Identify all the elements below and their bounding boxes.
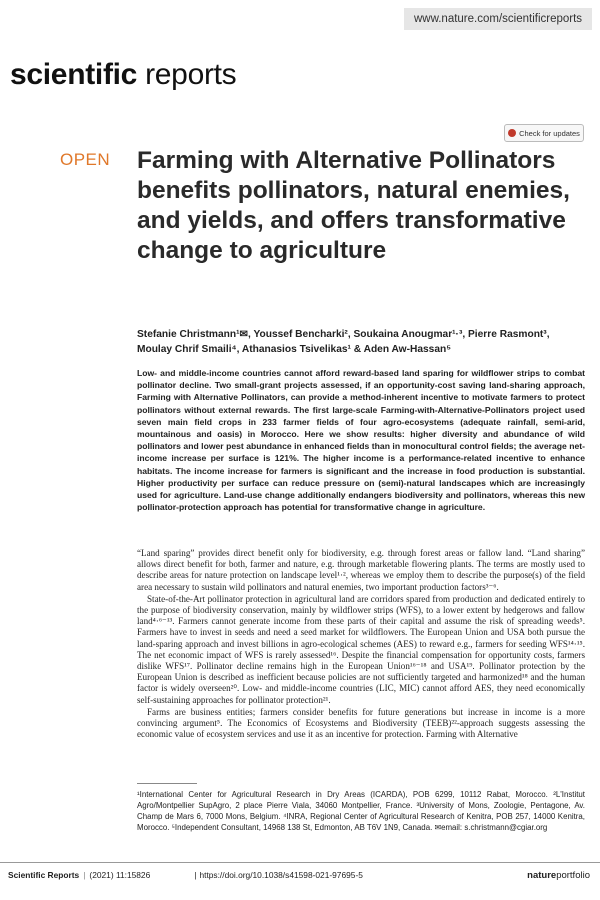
- affiliations: ¹International Center for Agricultural Research in Dry Areas (ICARDA), POB 6299, 10112 Rabat, Morocco. ²L'Institut Agro/Montpellier SupAgro, 2 place Pierre Viala, 34060 Montpellier, France. ³University of Mons, Zoologie, Pentagone, Av. Champ de Mars 6, 7000 Mons, Belgium. ⁴INRA, Regional Center of Agricultural Research of Kenitra, POB 257, 14000 Kenitra, Morocco. ⁵Independent Consultant, 14968 138 St, Edmonton, AB T6V 1N9, Canada. ✉email: s.christmann@cgiar.org: [137, 790, 585, 832]
- footer-doi-link[interactable]: https://doi.org/10.1038/s41598-021-97695-5: [199, 870, 363, 880]
- body-paragraph: “Land sparing” provides direct benefit only for biodiversity, e.g. through forest areas or fallow land. “Land sharing” allows direct benefit for both, farmer and nature, e.g. through marketable flowering plants. The terms are mostly used to describe areas for nature protection on landscape level¹·², whereas we employ them to describe the purpose(s) of the field area necessary to sustain wild pollinators and natural enemies, two important production factors³⁻⁶.: [137, 548, 585, 592]
- check-for-updates-label: Check for updates: [519, 128, 580, 138]
- open-access-label: OPEN: [60, 150, 111, 169]
- affiliation-divider: [137, 783, 197, 784]
- body-text: [137, 548, 585, 741]
- footer-separator: |: [83, 870, 86, 880]
- footer-volume: (2021) 11:15826: [89, 870, 151, 880]
- check-for-updates-button[interactable]: [504, 124, 584, 142]
- footer-divider: [0, 862, 600, 863]
- journal-url[interactable]: www.nature.com/scientificreports: [404, 8, 592, 30]
- footer-journal: Scientific Reports: [8, 870, 80, 880]
- body-paragraph: State-of-the-Art pollinator protection in agricultural land are corridors spared from production and dedicated entirely to the purpose of biodiversity conservation, mainly by wildflower strips (WFS), to a lower extent by hedgerows and fallow land⁴·⁶⁻¹³. Farmers cannot generate income from these parts of their capital and assume the risk of spreading weeds⁵. Farmers have to invest in seeds and need a seed market for wildflowers. The European Union and USA both pursue the land-sparing approach and invest billions in agro-ecological schemes (AES) to reward e.g., farmers for seeding WFS¹⁴·¹⁵. The net economic impact of WFS is rarely assessed¹⁶. Despite the financial compensation for opportunity costs, farmers dislike WFS¹⁷. Pollinator decline remains high in the European Union¹⁶⁻¹⁸ and USA¹⁹. Pollinator protection by the European Union is described as inefficient because policies are not sufficiently targeted and harmonized¹⁸ and the human factor is widely overseen²⁰. Low- and middle-income countries (LIC, MIC) cannot afford AES, they need economically self-sustaining approaches for pollinator protection²¹.: [137, 593, 585, 705]
- publisher-logo-light: portfolio: [556, 869, 590, 881]
- body-paragraph: Farms are business entities; farmers consider benefits for future generations but increase in income is a more convincing argument⁵. The Economics of Ecosystems and Biodiversity (TEEB)²²-approach suggests assessing the economic value of ecosystem services and use it as an incentive for protection. Farming with Alternative: [137, 706, 585, 740]
- publisher-logo: [527, 870, 590, 881]
- abstract: Low- and middle-income countries cannot afford reward-based land sparing for wildflower strips to combat pollinator decline. Two small-grant projects assessed, if an opportunity-cost saving land-sharing approach, Farming with Alternative Pollinators, can provide a method-inherent incentive to motivate farmers to protect pollinators without external rewards. The first large-scale Farming-with-Alternative-Pollinators project used seven main field crops in 233 farmer fields of four agro-ecosystems (adequate rainfall, semi-arid, mountainous and oasis) in Morocco. Here we show results: higher diversity and abundance of wild pollinators and lower pest abundance in enhanced fields than in monocultural control fields; the average net-income increase per surface is 121%. The higher income is a performance-related incentive to enhance habitats. The income increase for farmers is significant and the increase in food production is substantial. Higher productivity per surface can reduce pressure on (semi)-natural landscapes which are increasingly used for agriculture. Land-use change additionally endangers biodiversity and pollinators, whereas this new pollinator-protection approach has potential for transformative change in agriculture.: [137, 368, 585, 513]
- footer-separator: |: [194, 870, 197, 880]
- publisher-logo-bold: nature: [527, 869, 557, 881]
- journal-logo-light: reports: [145, 58, 237, 91]
- crossmark-icon: [508, 129, 516, 137]
- journal-logo-bold: scientific: [10, 58, 138, 91]
- page-footer: [8, 868, 590, 882]
- author-list: Stefanie Christmann¹✉, Youssef Bencharki², Soukaina Anougmar¹·³, Pierre Rasmont³, Moulay Chrif Smaili⁴, Athanasios Tsivelikas¹ & Aden Aw-Hassan⁵: [137, 329, 550, 355]
- article-title: Farming with Alternative Pollinators benefits pollinators, natural enemies, and yields, and offers transformative change to agriculture: [137, 147, 570, 264]
- journal-logo: [10, 58, 236, 92]
